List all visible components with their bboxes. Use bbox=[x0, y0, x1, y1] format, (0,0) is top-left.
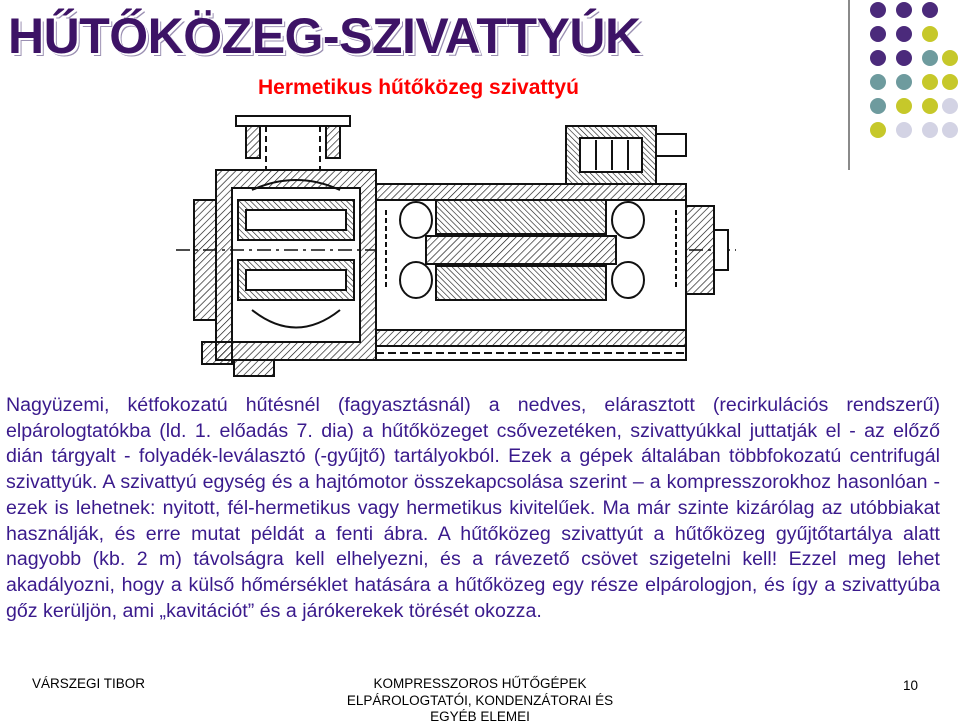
decorative-dot bbox=[896, 26, 912, 42]
decorative-dot bbox=[942, 74, 958, 90]
decorative-dot bbox=[942, 98, 958, 114]
decorative-dot bbox=[922, 2, 938, 18]
decorative-dot bbox=[922, 26, 938, 42]
body-paragraph: Nagyüzemi, kétfokozatú hűtésnél (fagyasztásnál) a nedves, elárasztott (recirkulációs rendszerű) elpárologtatókba (ld. 1. előadás 7. dia) a hűtőközeget csővezetéken, szivattyúkkal juttatják el - az előző dián tárgyalt - folyadék-leválasztó (-gyűjtő) tartályokból. Ezek a gépek általában többfokozatú centrifugál szivattyúk. A szivattyú egység és a hajtómotor összekapcsolása szerint – a kompresszorokhoz hasonlóan - ezek is lehetnek: nyitott, fél-hermetikus vagy hermetikus kivitelűek. Ma már szinte kizárólag az utóbbiakat használják, és erre mutat példát a fenti ábra. A hűtőközeg szivattyút a hűtőközeg gyűjtőtartálya alatt nagyobb (kb. 2 m) távolságra kell elhelyezni, és a rávezető csövet szigetelni kell! Ezzel meg lehet akadályozni, hogy a külső hőmérséklet hatására a hűtőközeg egy része elpárologjon, és így a szivattyúba gőz kerüljön, ami „kavitációt” és a járókerekek törését okozza. bbox=[6, 394, 940, 622]
decorative-divider bbox=[848, 0, 850, 170]
decorative-dot-grid bbox=[866, 0, 960, 150]
decorative-dot bbox=[942, 122, 958, 138]
footer-course-line: EGYÉB ELEMEI bbox=[430, 709, 530, 724]
footer-course bbox=[300, 676, 660, 726]
decorative-dot bbox=[922, 98, 938, 114]
footer-author: VÁRSZEGI TIBOR bbox=[32, 676, 146, 691]
footer-course-line: KOMPRESSZOROS HŰTŐGÉPEK bbox=[373, 676, 587, 691]
pump-cross-section-figure bbox=[176, 110, 736, 382]
page-number: 10 bbox=[903, 678, 919, 693]
decorative-dot bbox=[942, 50, 958, 66]
decorative-dot bbox=[870, 50, 886, 66]
decorative-dot bbox=[896, 74, 912, 90]
decorative-dot bbox=[922, 50, 938, 66]
decorative-dot bbox=[870, 26, 886, 42]
decorative-dot bbox=[870, 122, 886, 138]
decorative-dot bbox=[896, 122, 912, 138]
decorative-dot bbox=[896, 50, 912, 66]
decorative-dot bbox=[870, 98, 886, 114]
decorative-dot bbox=[870, 2, 886, 18]
decorative-dot bbox=[870, 74, 886, 90]
hermetic-pump-cross-section-icon bbox=[176, 110, 736, 382]
footer-course-line: ELPÁROLOGTATÓI, KONDENZÁTORAI ÉS bbox=[346, 692, 614, 708]
decorative-dot bbox=[922, 122, 938, 138]
slide-title: HŰTŐKÖZEG-SZIVATTYÚK bbox=[8, 8, 641, 64]
decorative-dot bbox=[896, 98, 912, 114]
slide-subtitle: Hermetikus hűtőközeg szivattyú bbox=[258, 76, 579, 99]
decorative-dot bbox=[896, 2, 912, 18]
decorative-dot bbox=[922, 74, 938, 90]
